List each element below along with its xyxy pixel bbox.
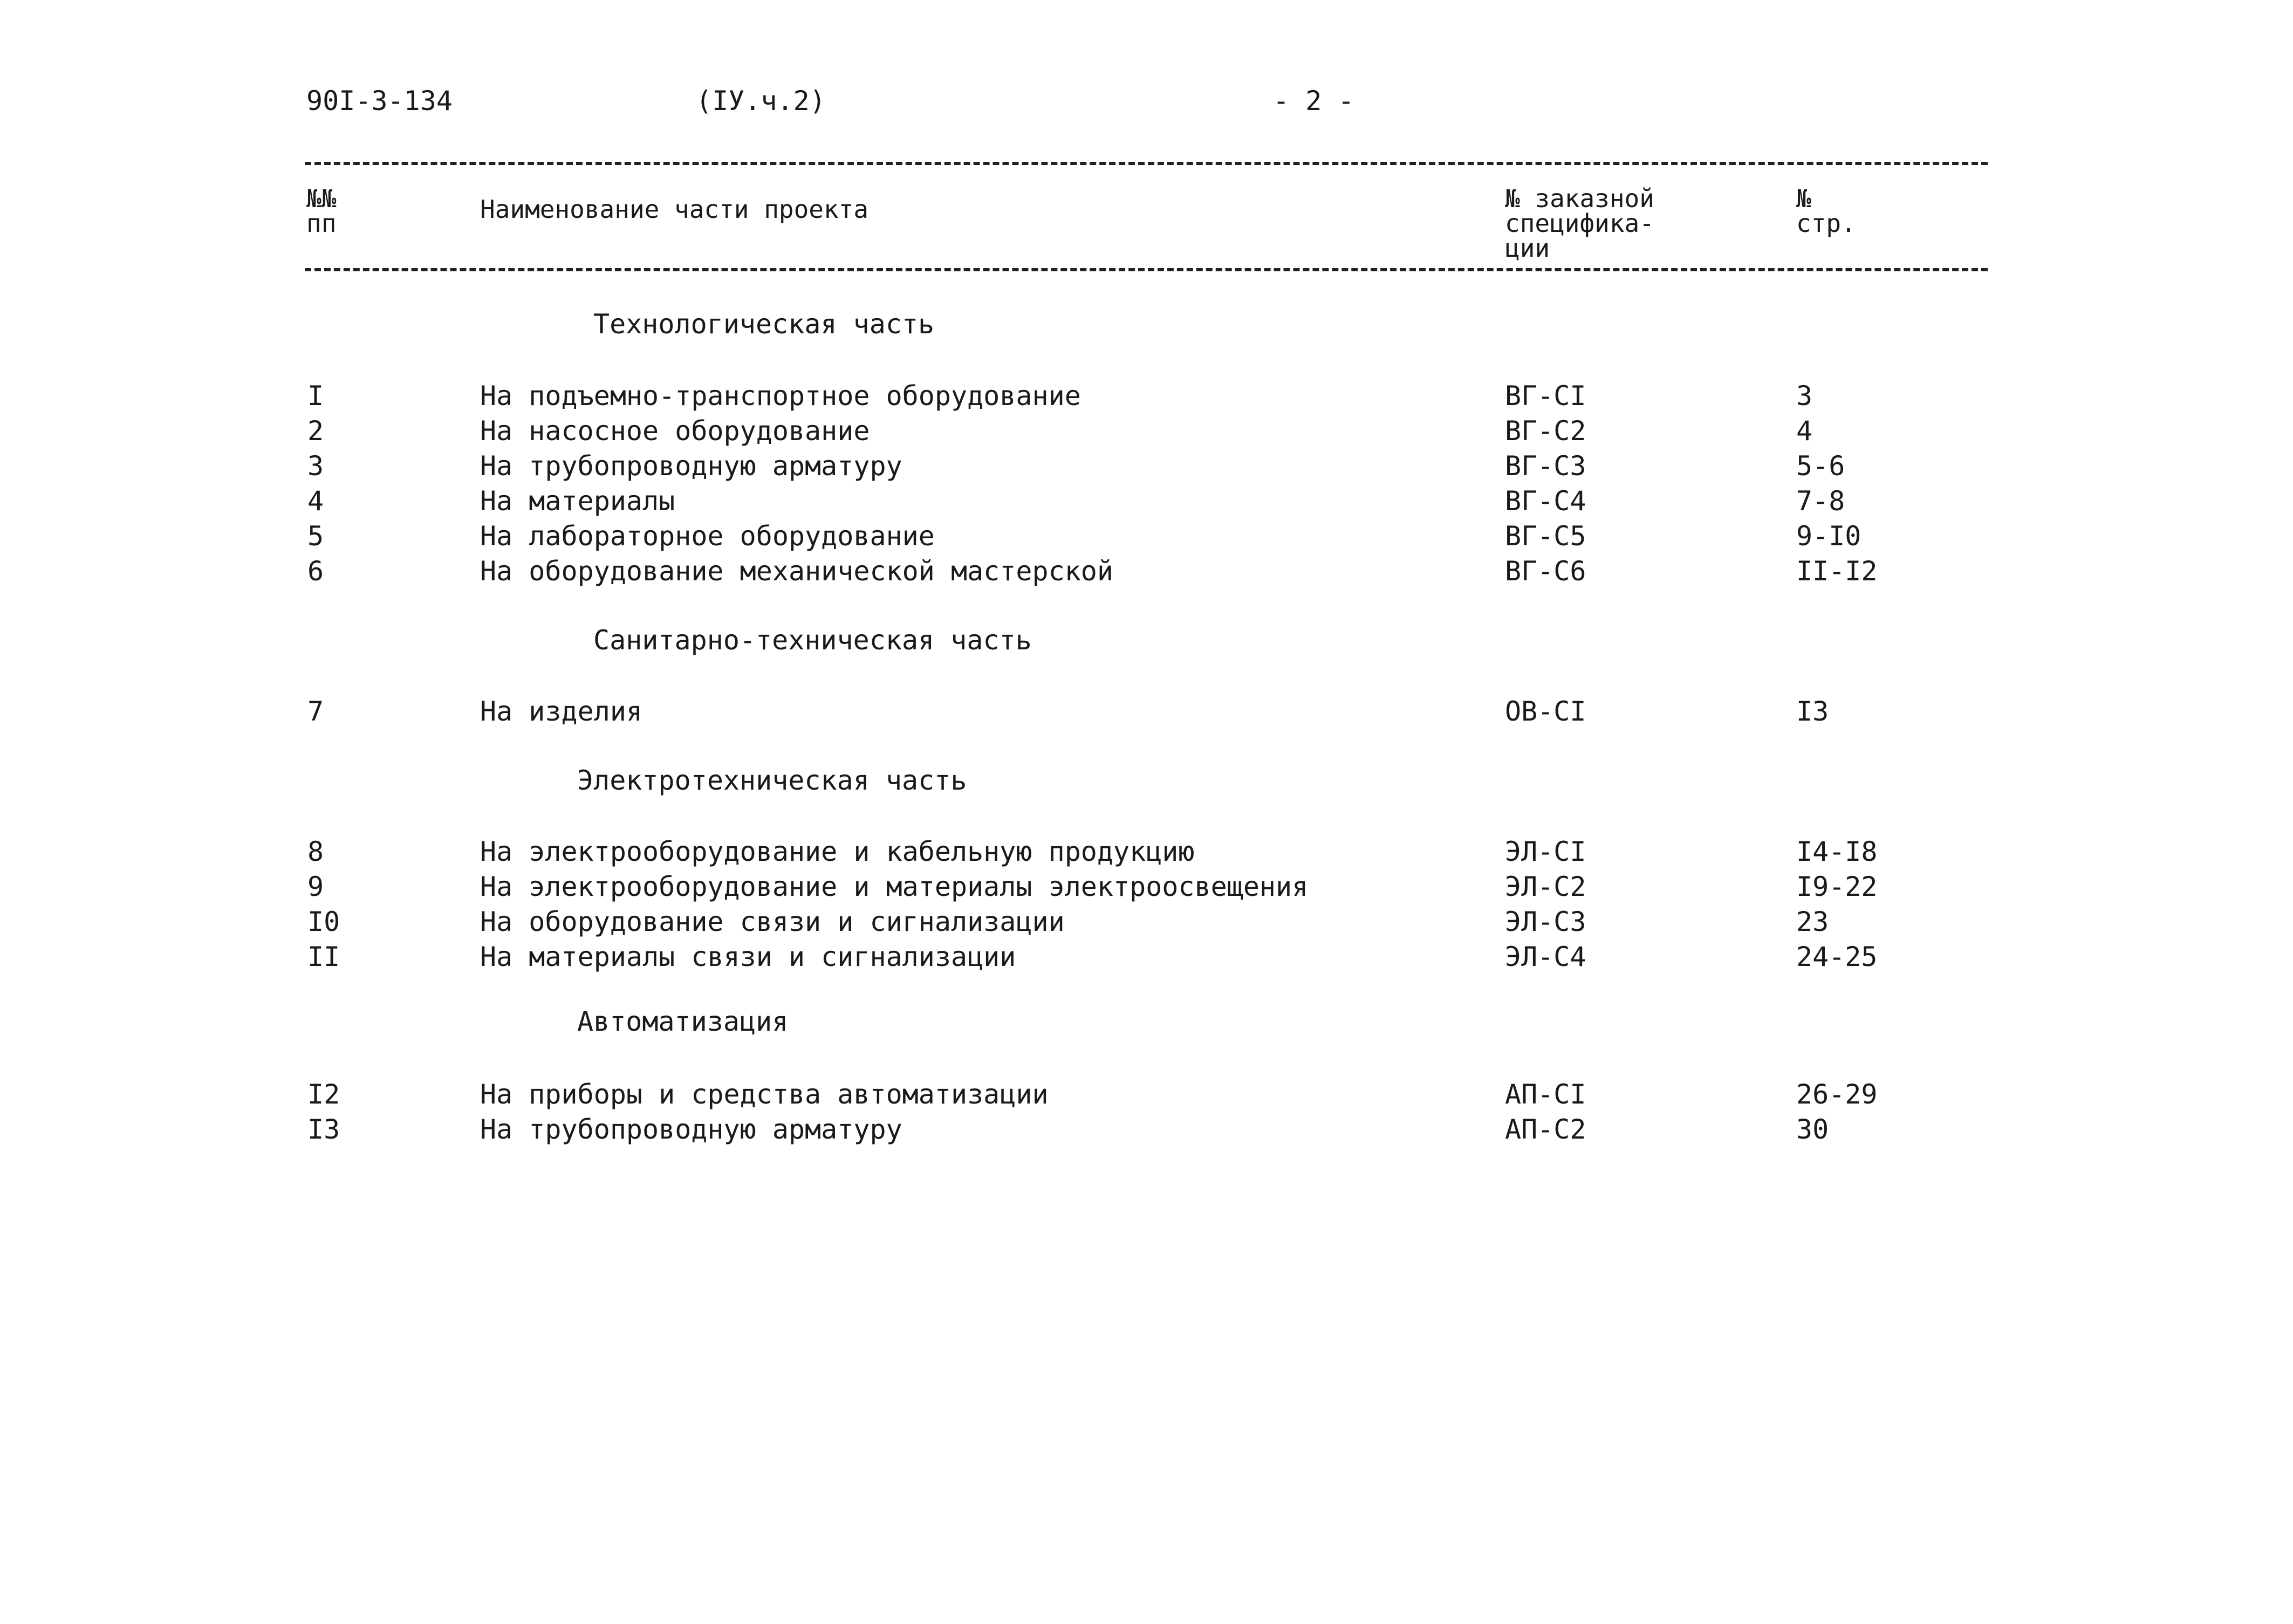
doc-code: 90I-3-134 bbox=[306, 85, 453, 117]
column-header-number bbox=[306, 186, 336, 236]
section-title-electrical: Электротехническая часть bbox=[577, 765, 967, 796]
row-pages: I3 bbox=[1796, 696, 1829, 727]
row-name: На лабораторное оборудование bbox=[480, 520, 935, 552]
row-name: На подъемно-транспортное оборудование bbox=[480, 380, 1081, 412]
column-header-number-line2: пп bbox=[306, 209, 337, 238]
row-pages: I4-I8 bbox=[1796, 836, 1878, 867]
row-number: I bbox=[307, 380, 324, 412]
table-row bbox=[0, 520, 2293, 555]
row-pages: 26-29 bbox=[1796, 1079, 1878, 1110]
row-spec-code: ЭЛ-С2 bbox=[1505, 871, 1586, 902]
row-number: 3 bbox=[307, 450, 324, 482]
row-number: 9 bbox=[307, 871, 324, 902]
column-header-number-line1: №№ bbox=[306, 184, 337, 213]
table-row bbox=[0, 906, 2293, 941]
section-title-technological: Технологическая часть bbox=[593, 309, 935, 340]
header-bottom-dashed-rule bbox=[305, 268, 1988, 271]
row-name: На приборы и средства автоматизации bbox=[480, 1079, 1049, 1110]
table-row bbox=[0, 380, 2293, 415]
column-header-spec-line1: № заказной bbox=[1505, 184, 1654, 213]
table-row bbox=[0, 696, 2293, 730]
row-name: На электрооборудование и кабельную продукцию bbox=[480, 836, 1195, 867]
row-number: 2 bbox=[307, 415, 324, 447]
row-pages: 24-25 bbox=[1796, 941, 1878, 972]
row-name: На оборудование связи и сигнализации bbox=[480, 906, 1065, 937]
row-name: На электрооборудование и материалы электроосвещения bbox=[480, 871, 1309, 902]
column-header-page-line1: № bbox=[1796, 184, 1811, 213]
row-spec-code: ЭЛ-С4 bbox=[1505, 941, 1586, 972]
row-number: II bbox=[307, 941, 340, 972]
column-header-spec-line2: специфика- bbox=[1505, 209, 1654, 238]
row-pages: 30 bbox=[1796, 1114, 1829, 1145]
row-number: I2 bbox=[307, 1079, 340, 1110]
row-name: На оборудование механической мастерской bbox=[480, 556, 1113, 587]
row-spec-code: ОВ-СI bbox=[1505, 696, 1586, 727]
table-row bbox=[0, 1114, 2293, 1148]
section-title-automation: Автоматизация bbox=[577, 1006, 789, 1037]
row-spec-code: АП-СI bbox=[1505, 1079, 1586, 1110]
row-pages: 4 bbox=[1796, 415, 1813, 447]
row-spec-code: ВГ-С3 bbox=[1505, 450, 1586, 482]
row-spec-code: ВГ-С5 bbox=[1505, 520, 1586, 552]
row-name: На трубопроводную арматуру bbox=[480, 1114, 902, 1145]
row-spec-code: ВГ-СI bbox=[1505, 380, 1586, 412]
table-row bbox=[0, 415, 2293, 450]
column-header-page bbox=[1796, 186, 1856, 236]
row-number: 6 bbox=[307, 556, 324, 587]
column-header-spec bbox=[1505, 186, 1654, 261]
table-row bbox=[0, 941, 2293, 976]
table-row bbox=[0, 450, 2293, 485]
row-pages: 3 bbox=[1796, 380, 1813, 412]
row-pages: 5-6 bbox=[1796, 450, 1845, 482]
row-name: На насосное оборудование bbox=[480, 415, 870, 447]
table-row bbox=[0, 556, 2293, 590]
row-pages: 7-8 bbox=[1796, 485, 1845, 517]
table-row bbox=[0, 871, 2293, 906]
row-number: I0 bbox=[307, 906, 340, 937]
top-dashed-rule bbox=[305, 162, 1988, 165]
table-row bbox=[0, 485, 2293, 520]
row-number: 7 bbox=[307, 696, 324, 727]
doc-part: (IУ.ч.2) bbox=[696, 85, 826, 117]
row-name: На трубопроводную арматуру bbox=[480, 450, 902, 482]
table-row bbox=[0, 1079, 2293, 1113]
row-spec-code: ЭЛ-С3 bbox=[1505, 906, 1586, 937]
column-header-page-line2: стр. bbox=[1796, 209, 1856, 238]
page-number: - 2 - bbox=[1273, 85, 1354, 117]
row-spec-code: ВГ-С2 bbox=[1505, 415, 1586, 447]
row-pages: II-I2 bbox=[1796, 556, 1878, 587]
row-name: На материалы связи и сигнализации bbox=[480, 941, 1016, 972]
row-pages: 23 bbox=[1796, 906, 1829, 937]
section-title-sanitary: Санитарно-техническая часть bbox=[593, 625, 1032, 656]
row-number: 4 bbox=[307, 485, 324, 517]
row-name: На материалы bbox=[480, 485, 675, 517]
table-row bbox=[0, 836, 2293, 871]
row-spec-code: АП-С2 bbox=[1505, 1114, 1586, 1145]
row-spec-code: ЭЛ-СI bbox=[1505, 836, 1586, 867]
column-header-name: Наименование части проекта bbox=[480, 195, 869, 224]
column-header-spec-line3: ции bbox=[1505, 234, 1550, 263]
row-spec-code: ВГ-С4 bbox=[1505, 485, 1586, 517]
row-number: 8 bbox=[307, 836, 324, 867]
row-pages: I9-22 bbox=[1796, 871, 1878, 902]
row-number: 5 bbox=[307, 520, 324, 552]
row-number: I3 bbox=[307, 1114, 340, 1145]
row-spec-code: ВГ-С6 bbox=[1505, 556, 1586, 587]
row-pages: 9-I0 bbox=[1796, 520, 1861, 552]
row-name: На изделия bbox=[480, 696, 643, 727]
